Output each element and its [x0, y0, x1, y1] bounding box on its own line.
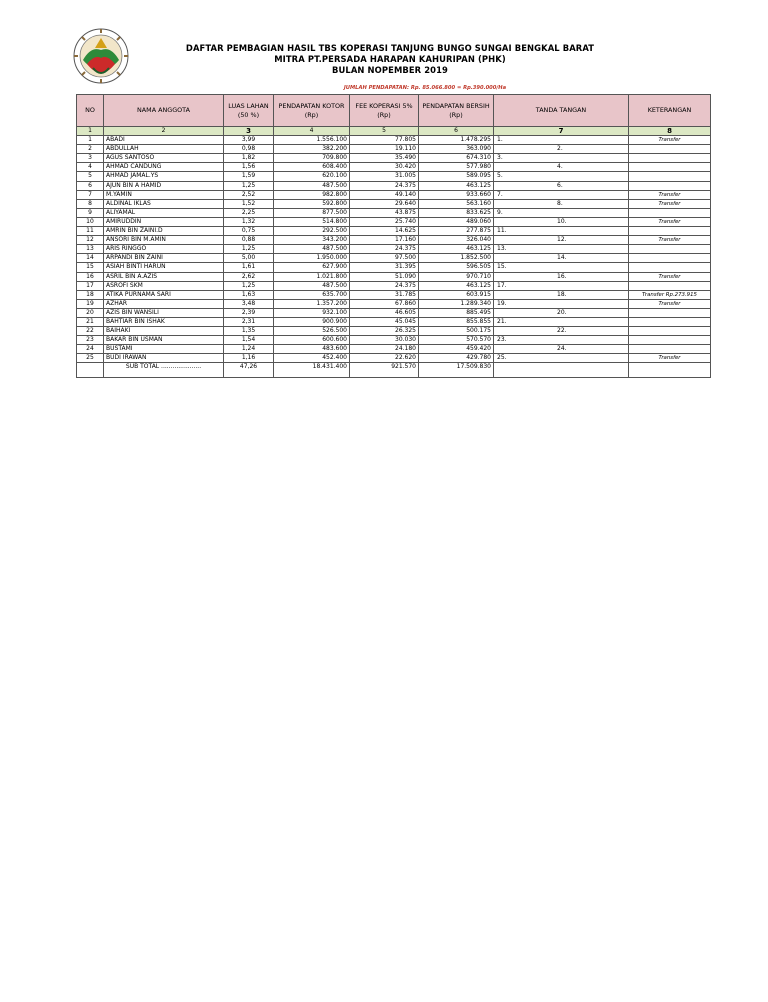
table-row [77, 236, 711, 245]
cell-bersih: 855.855 [419, 317, 494, 326]
table-row [77, 154, 711, 163]
header-kotor: PENDAPATAN KOTOR (Rp) [274, 95, 350, 127]
cell-signature [494, 336, 629, 345]
cell-bersih: 570.570 [419, 336, 494, 345]
cell-signature [494, 181, 629, 190]
cooperative-logo [73, 28, 129, 84]
subtotal-fee: 921.570 [350, 363, 419, 378]
colnum: 8 [629, 127, 711, 136]
cell-signature [494, 236, 629, 245]
cell-keterangan [629, 308, 711, 317]
cell-no: 25 [77, 354, 104, 363]
cell-nama: AHMAD CANDUNG [104, 163, 224, 172]
cell-keterangan [629, 172, 711, 181]
cell-luas: 3,99 [224, 136, 274, 145]
cell-no: 24 [77, 345, 104, 354]
cell-no: 8 [77, 199, 104, 208]
table-row [77, 227, 711, 236]
table-row [77, 281, 711, 290]
cell-signature [494, 190, 629, 199]
header-fee: FEE KOPERASI 5% (Rp) [350, 95, 419, 127]
cell-signature [494, 199, 629, 208]
cell-no: 9 [77, 208, 104, 217]
cell-kotor: 900.900 [274, 317, 350, 326]
subtotal-sign [494, 363, 629, 378]
cell-nama: ALDINAL IKLAS [104, 199, 224, 208]
cell-kotor: 514.800 [274, 217, 350, 226]
cell-signature [494, 345, 629, 354]
cell-kotor: 1.950.000 [274, 254, 350, 263]
cell-kotor: 526.500 [274, 327, 350, 336]
table-row [77, 336, 711, 345]
cell-luas: 0,88 [224, 236, 274, 245]
signature-number: 22. [557, 327, 567, 335]
cell-nama: ARIS RINGGO [104, 245, 224, 254]
cell-signature [494, 145, 629, 154]
cell-luas: 1,24 [224, 345, 274, 354]
cell-signature [494, 263, 629, 272]
cell-luas: 1,25 [224, 181, 274, 190]
cell-kotor: 982.800 [274, 190, 350, 199]
table-row [77, 290, 711, 299]
cell-nama: AHMAD JAMAL.YS [104, 172, 224, 181]
cell-fee: 97.500 [350, 254, 419, 263]
cell-keterangan [629, 208, 711, 217]
cell-fee: 43.875 [350, 208, 419, 217]
cell-luas: 2,39 [224, 308, 274, 317]
cell-keterangan [629, 163, 711, 172]
cell-no: 22 [77, 327, 104, 336]
cell-no: 17 [77, 281, 104, 290]
cell-signature [494, 245, 629, 254]
cell-no: 20 [77, 308, 104, 317]
cell-kotor: 877.500 [274, 208, 350, 217]
cell-kotor: 592.800 [274, 199, 350, 208]
cell-no: 15 [77, 263, 104, 272]
cell-keterangan: Transfer Rp.273.915 [629, 290, 711, 299]
cell-signature [494, 327, 629, 336]
cell-no: 14 [77, 254, 104, 263]
signature-number: 24. [557, 345, 567, 353]
signature-number: 25. [497, 354, 507, 362]
cell-luas: 0,75 [224, 227, 274, 236]
header-no: NO [77, 95, 104, 127]
table-row [77, 145, 711, 154]
cell-keterangan: Transfer [629, 354, 711, 363]
cell-bersih: 463.125 [419, 245, 494, 254]
cell-fee: 67.860 [350, 299, 419, 308]
cell-no: 10 [77, 217, 104, 226]
cell-no: 13 [77, 245, 104, 254]
distribution-table [76, 94, 711, 378]
colnum: 4 [274, 127, 350, 136]
table-row [77, 190, 711, 199]
cell-luas: 1,82 [224, 154, 274, 163]
document-title-line2: MITRA PT.PERSADA HARAPAN KAHURIPAN (PHK) [274, 54, 506, 64]
table-row [77, 199, 711, 208]
cell-signature [494, 254, 629, 263]
cell-fee: 30.420 [350, 163, 419, 172]
signature-number: 3. [497, 154, 503, 162]
income-summary: JUMLAH PENDAPATAN: Rp. 85.066.800 = Rp.390.000/Ha [343, 85, 507, 91]
cell-luas: 1,35 [224, 327, 274, 336]
cell-no: 3 [77, 154, 104, 163]
cell-keterangan [629, 227, 711, 236]
cell-luas: 5,00 [224, 254, 274, 263]
cell-nama: BAKAR BIN USMAN [104, 336, 224, 345]
cell-no: 23 [77, 336, 104, 345]
cell-signature [494, 154, 629, 163]
signature-number: 20. [557, 308, 567, 316]
cell-luas: 2,52 [224, 190, 274, 199]
cell-nama: M.YAMIN [104, 190, 224, 199]
cell-bersih: 463.125 [419, 281, 494, 290]
signature-number: 17. [497, 281, 507, 289]
subtotal-bersih: 17.509.830 [419, 363, 494, 378]
signature-number: 23. [497, 336, 507, 344]
cell-keterangan [629, 317, 711, 326]
table-row [77, 172, 711, 181]
cell-luas: 1,59 [224, 172, 274, 181]
cell-kotor: 487.500 [274, 181, 350, 190]
cell-signature [494, 227, 629, 236]
cell-signature [494, 217, 629, 226]
cell-keterangan [629, 281, 711, 290]
table-row [77, 136, 711, 145]
signature-number: 9. [497, 208, 503, 216]
cell-fee: 46.605 [350, 308, 419, 317]
cell-signature [494, 299, 629, 308]
cell-kotor: 1.556.100 [274, 136, 350, 145]
cell-fee: 24.180 [350, 345, 419, 354]
cell-kotor: 709.800 [274, 154, 350, 163]
cell-bersih: 970.710 [419, 272, 494, 281]
cell-signature [494, 163, 629, 172]
cell-fee: 45.045 [350, 317, 419, 326]
cell-bersih: 459.420 [419, 345, 494, 354]
cell-fee: 31.785 [350, 290, 419, 299]
cell-no: 6 [77, 181, 104, 190]
cell-signature [494, 290, 629, 299]
cell-nama: AZIS BIN WANSILI [104, 308, 224, 317]
cell-fee: 24.375 [350, 245, 419, 254]
cell-nama: ABDULLAH [104, 145, 224, 154]
cell-kotor: 487.500 [274, 245, 350, 254]
signature-number: 15. [497, 263, 507, 271]
cell-keterangan [629, 327, 711, 336]
cell-keterangan [629, 254, 711, 263]
cell-keterangan [629, 245, 711, 254]
table-row [77, 208, 711, 217]
cell-bersih: 429.780 [419, 354, 494, 363]
cell-luas: 1,25 [224, 245, 274, 254]
table-row [77, 299, 711, 308]
cell-no: 4 [77, 163, 104, 172]
cell-bersih: 326.040 [419, 236, 494, 245]
table-header-row [77, 95, 711, 127]
cell-bersih: 1.852.500 [419, 254, 494, 263]
cell-bersih: 1.289.340 [419, 299, 494, 308]
signature-number: 10. [557, 217, 567, 225]
signature-number: 19. [497, 299, 507, 307]
cell-no: 2 [77, 145, 104, 154]
cell-bersih: 500.175 [419, 327, 494, 336]
cell-signature [494, 308, 629, 317]
cell-nama: BAHTIAR BIN ISHAK [104, 317, 224, 326]
cell-bersih: 833.625 [419, 208, 494, 217]
colnum: 7 [494, 127, 629, 136]
cell-no: 12 [77, 236, 104, 245]
table-row [77, 245, 711, 254]
cell-kotor: 343.200 [274, 236, 350, 245]
cell-fee: 24.375 [350, 281, 419, 290]
cell-nama: AGUS SANTOSO [104, 154, 224, 163]
cell-bersih: 933.660 [419, 190, 494, 199]
table-row [77, 327, 711, 336]
cell-bersih: 277.875 [419, 227, 494, 236]
cell-bersih: 885.495 [419, 308, 494, 317]
subtotal-ket [629, 363, 711, 378]
colnum: 5 [350, 127, 419, 136]
cell-luas: 2,62 [224, 272, 274, 281]
cell-no: 21 [77, 317, 104, 326]
cell-nama: ANSORI BIN M.AMIN [104, 236, 224, 245]
cell-fee: 22.620 [350, 354, 419, 363]
cell-luas: 1,32 [224, 217, 274, 226]
cell-luas: 1,52 [224, 199, 274, 208]
cell-bersih: 363.090 [419, 145, 494, 154]
cell-luas: 2,25 [224, 208, 274, 217]
cell-kotor: 635.700 [274, 290, 350, 299]
cell-kotor: 382.200 [274, 145, 350, 154]
cell-no: 5 [77, 172, 104, 181]
cell-keterangan [629, 263, 711, 272]
table-row [77, 254, 711, 263]
cell-no: 1 [77, 136, 104, 145]
cell-bersih: 489.060 [419, 217, 494, 226]
cell-kotor: 292.500 [274, 227, 350, 236]
document-title-line1: DAFTAR PEMBAGIAN HASIL TBS KOPERASI TANJUNG BUNGO SUNGAI BENGKAL BARAT [185, 43, 595, 53]
signature-number: 13. [497, 245, 507, 253]
subtotal-no [77, 363, 104, 378]
cell-fee: 17.160 [350, 236, 419, 245]
cell-kotor: 627.900 [274, 263, 350, 272]
cell-luas: 2,31 [224, 317, 274, 326]
cell-nama: BUDI IRAWAN [104, 354, 224, 363]
cell-signature [494, 208, 629, 217]
cell-kotor: 608.400 [274, 163, 350, 172]
cell-kotor: 1.021.800 [274, 272, 350, 281]
cell-signature [494, 172, 629, 181]
header-nama: NAMA ANGGOTA [104, 95, 224, 127]
cell-signature [494, 354, 629, 363]
cell-keterangan [629, 181, 711, 190]
cell-bersih: 563.160 [419, 199, 494, 208]
table-row [77, 263, 711, 272]
signature-number: 14. [557, 254, 567, 262]
cell-no: 11 [77, 227, 104, 236]
signature-number: 16. [557, 272, 567, 280]
cell-keterangan: Transfer [629, 299, 711, 308]
cell-bersih: 603.915 [419, 290, 494, 299]
cell-no: 7 [77, 190, 104, 199]
document-title-line3: BULAN NOPEMBER 2019 [332, 65, 448, 75]
cell-keterangan: Transfer [629, 190, 711, 199]
signature-number: 5. [497, 172, 503, 180]
colnum: 6 [419, 127, 494, 136]
cell-bersih: 589.095 [419, 172, 494, 181]
cell-fee: 29.640 [350, 199, 419, 208]
subtotal-label: SUB TOTAL ..................... [104, 363, 224, 378]
table-row [77, 272, 711, 281]
colnum: 2 [104, 127, 224, 136]
signature-number: 21. [497, 317, 507, 325]
cell-fee: 49.140 [350, 190, 419, 199]
cell-nama: AZHAR [104, 299, 224, 308]
cell-kotor: 620.100 [274, 172, 350, 181]
subtotal-row [77, 363, 711, 378]
cell-fee: 19.110 [350, 145, 419, 154]
cell-signature [494, 136, 629, 145]
cell-luas: 1,25 [224, 281, 274, 290]
cell-kotor: 932.100 [274, 308, 350, 317]
cell-fee: 14.625 [350, 227, 419, 236]
cell-luas: 1,63 [224, 290, 274, 299]
cell-fee: 31.005 [350, 172, 419, 181]
cell-nama: AMRIN BIN ZAINI.D [104, 227, 224, 236]
signature-number: 18. [557, 290, 567, 298]
header-bersih: PENDAPATAN BERSIH (Rp) [419, 95, 494, 127]
table-row [77, 345, 711, 354]
cell-kotor: 600.600 [274, 336, 350, 345]
signature-number: 1. [497, 136, 503, 144]
cell-signature [494, 272, 629, 281]
table-row [77, 181, 711, 190]
cell-luas: 0,98 [224, 145, 274, 154]
cell-keterangan: Transfer [629, 236, 711, 245]
cell-nama: BUSTAMI [104, 345, 224, 354]
signature-number: 2. [557, 145, 563, 153]
signature-number: 8. [557, 199, 563, 207]
cell-fee: 26.325 [350, 327, 419, 336]
cell-kotor: 452.400 [274, 354, 350, 363]
cell-keterangan [629, 145, 711, 154]
header-tanda: TANDA TANGAN [494, 95, 629, 127]
cell-keterangan [629, 154, 711, 163]
cell-luas: 1,54 [224, 336, 274, 345]
cell-nama: ARPANDI BIN ZAINI [104, 254, 224, 263]
cell-kotor: 1.357.200 [274, 299, 350, 308]
cell-fee: 35.490 [350, 154, 419, 163]
cell-keterangan: Transfer [629, 272, 711, 281]
cell-bersih: 577.980 [419, 163, 494, 172]
cell-luas: 1,56 [224, 163, 274, 172]
colnum: 1 [77, 127, 104, 136]
cell-fee: 51.090 [350, 272, 419, 281]
cell-nama: AJUN BIN A HAMID [104, 181, 224, 190]
signature-number: 7. [497, 190, 503, 198]
cell-fee: 25.740 [350, 217, 419, 226]
cell-nama: ATIKA PURNAMA SARI [104, 290, 224, 299]
cell-luas: 3,48 [224, 299, 274, 308]
cell-fee: 24.375 [350, 181, 419, 190]
cell-nama: ASIAH BINTI HARUN [104, 263, 224, 272]
cell-kotor: 483.600 [274, 345, 350, 354]
subtotal-kotor: 18.431.400 [274, 363, 350, 378]
cell-keterangan: Transfer [629, 217, 711, 226]
cell-no: 16 [77, 272, 104, 281]
header-ket: KETERANGAN [629, 95, 711, 127]
cell-keterangan: Transfer [629, 136, 711, 145]
cell-keterangan: Transfer [629, 199, 711, 208]
cell-nama: BAIHAKI [104, 327, 224, 336]
cell-nama: AMIRUDDIN [104, 217, 224, 226]
cell-signature [494, 317, 629, 326]
cell-bersih: 1.478.295 [419, 136, 494, 145]
cell-nama: ASROFI SKM [104, 281, 224, 290]
cell-fee: 30.030 [350, 336, 419, 345]
subtotal-luas: 47,26 [224, 363, 274, 378]
cell-nama: ABADI [104, 136, 224, 145]
cell-fee: 77.805 [350, 136, 419, 145]
colnum: 3 [224, 127, 274, 136]
cell-keterangan [629, 336, 711, 345]
header-luas: LUAS LAHAN (50 %) [224, 95, 274, 127]
table-row [77, 217, 711, 226]
cell-signature [494, 281, 629, 290]
signature-number: 11. [497, 227, 507, 235]
cell-fee: 31.395 [350, 263, 419, 272]
cell-no: 18 [77, 290, 104, 299]
signature-number: 6. [557, 181, 563, 189]
table-row [77, 163, 711, 172]
cell-kotor: 487.500 [274, 281, 350, 290]
signature-number: 4. [557, 163, 563, 171]
signature-number: 12. [557, 236, 567, 244]
table-row [77, 317, 711, 326]
cell-no: 19 [77, 299, 104, 308]
column-number-row [77, 127, 711, 136]
cell-luas: 1,61 [224, 263, 274, 272]
cell-luas: 1,16 [224, 354, 274, 363]
cell-bersih: 674.310 [419, 154, 494, 163]
cell-nama: ASRIL BIN A.AZIS [104, 272, 224, 281]
table-row [77, 308, 711, 317]
cell-bersih: 596.505 [419, 263, 494, 272]
cell-keterangan [629, 345, 711, 354]
table-row [77, 354, 711, 363]
cell-nama: ALIYAMAL [104, 208, 224, 217]
cell-bersih: 463.125 [419, 181, 494, 190]
